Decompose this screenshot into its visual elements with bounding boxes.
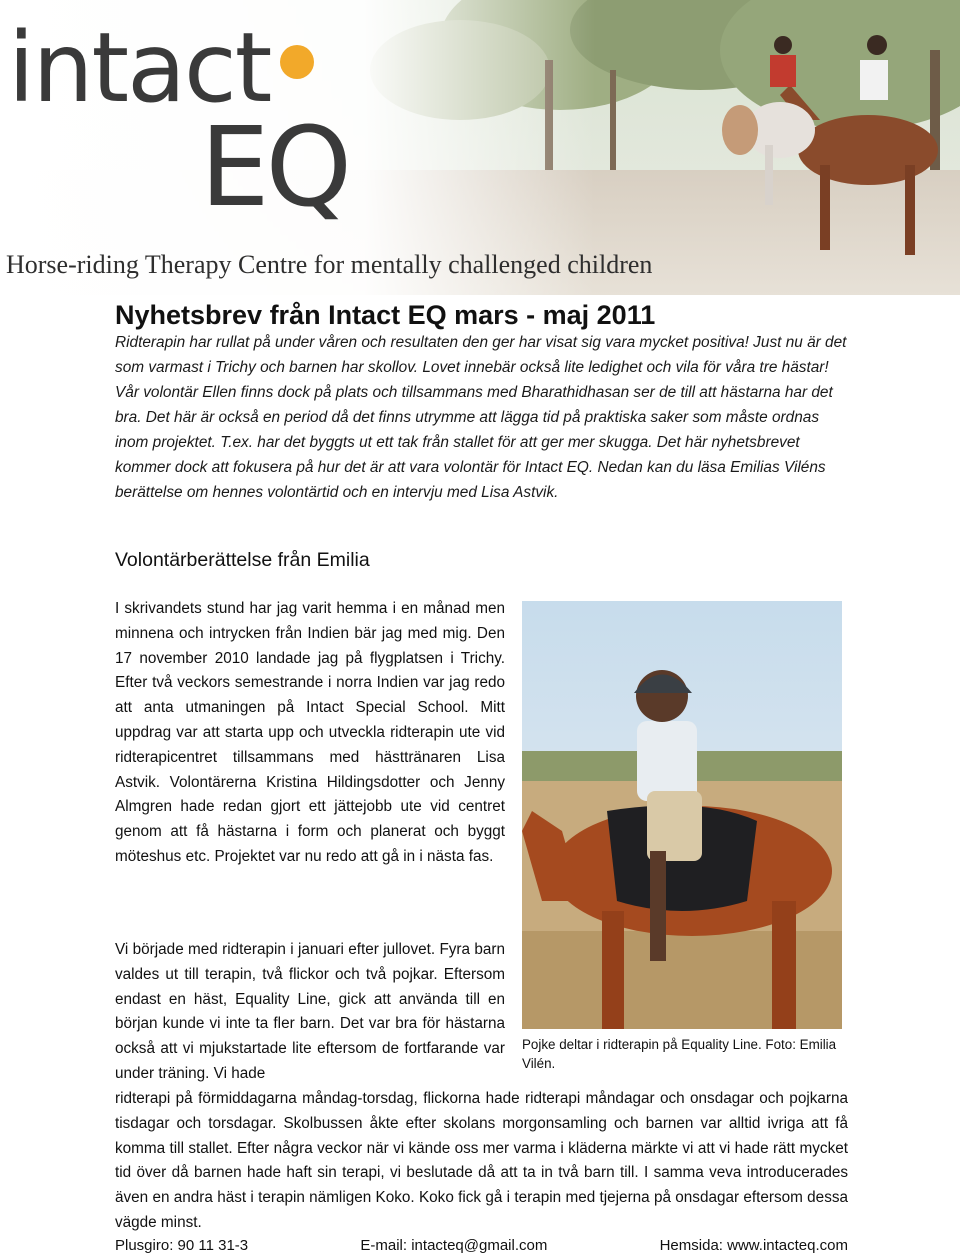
footer-plusgiro: Plusgiro: 90 11 31-3 — [115, 1237, 249, 1254]
photo-caption: Pojke deltar i ridterapin på Equality Line. Foto: Emilia Vilén. — [522, 1037, 837, 1071]
logo-orange-dot — [280, 45, 314, 79]
footer-website: Hemsida: www.intacteq.com — [659, 1237, 848, 1254]
story-column-1 — [115, 597, 505, 870]
horse-riding-photo — [522, 601, 842, 1029]
story-paragraph-2-rest: ridterapi på förmiddagarna måndag-torsdag, flickorna hade ridterapi måndagar och onsdagar och pojkarna tisdagar och torsdagar. Skolbussen åkte efter skolans morgonsamling och barnen var alltid ivriga att få komma till stallet. Efter några veckor när vi kände oss mer varma i kläderna märkte vi att vi hade rätt mycket tid över då barnen hade haft sin terapi, vi beslutade då att ta in två barn till. I samma veva introducerades även en andra häst i terapin nämligen Koko. Koko fick gå i terapin med tjejerna på onsdagar eftersom dessa vägde minst. — [115, 1090, 848, 1231]
newsletter-title: Nyhetsbrev från Intact EQ mars - maj 2011 — [115, 300, 656, 330]
story-paragraph-1: I skrivandets stund har jag varit hemma i en månad men minnena och intrycken från Indien bär jag med mig. Den 17 november 2010 landade jag på flygplatsen i Trichy. Efter två veckors semestrande i norra Indien var jag redo att anta utmaningen på Intact Special School. Mitt uppdrag var att starta upp och utveckla ridterapin ute vid ridterapicentret tillsammans med hästtränaren Lisa Astvik. Volontärerna Kristina Hildingsdotter och Jenny Almgren hade redan gjort ett jättejobb ute vid centret genom att få hästarna i form och planerat och byggt möteshus etc. Projektet var nu redo att gå in i nästa fas. — [115, 600, 505, 865]
header-banner — [0, 0, 960, 295]
logo-eq: EQ — [200, 103, 349, 231]
section-heading: Volontärberättelse från Emilia — [115, 549, 370, 571]
footer-email: E-mail: intacteq@gmail.com — [360, 1237, 548, 1254]
intro-text: Ridterapin har rullat på under våren och resultaten den ger har visat sig vara mycket positiva! Just nu är det som varmast i Trichy och barnen har skollov. Lovet innebär också lite ledighet och vila för våra tre hästar! Vår volontär Ellen finns dock på plats och tillsammans med Bharathidhasan ser de till att hästarna har det bra. Det här är också en period då det finns utrymme att lägga tid på praktiska saker som måste ordnas inom projektet. T.ex. har det byggts ut ett tak från stallet för att ger mer skugga. Det här nyhetsbrevet kommer dock att fokusera på hur det är att vara volontär för Intact EQ. Nedan kan du läsa Emilias Viléns berättelse om hennes volontärtid och en intervju med Lisa Astvik. — [115, 334, 847, 501]
tagline: Horse-riding Therapy Centre for mentally challenged children — [6, 250, 653, 279]
story-continued — [115, 1087, 848, 1236]
story-column-2 — [115, 938, 505, 1087]
logo-wordmark: intact — [8, 12, 271, 124]
footer — [115, 1237, 848, 1254]
intro-paragraph — [115, 330, 850, 505]
story-paragraph-2-start: Vi började med ridterapin i januari efter jullovet. Fyra barn valdes ut till terapin, två flickor och två pojkar. Eftersom endast en häst, Equality Line, gick att använda till en början kunde vi inte ta fler barn. Det var bra för hästarna också att vi mjukstartade lite eftersom de fortfarande var under träning. Vi hade — [115, 941, 505, 1082]
